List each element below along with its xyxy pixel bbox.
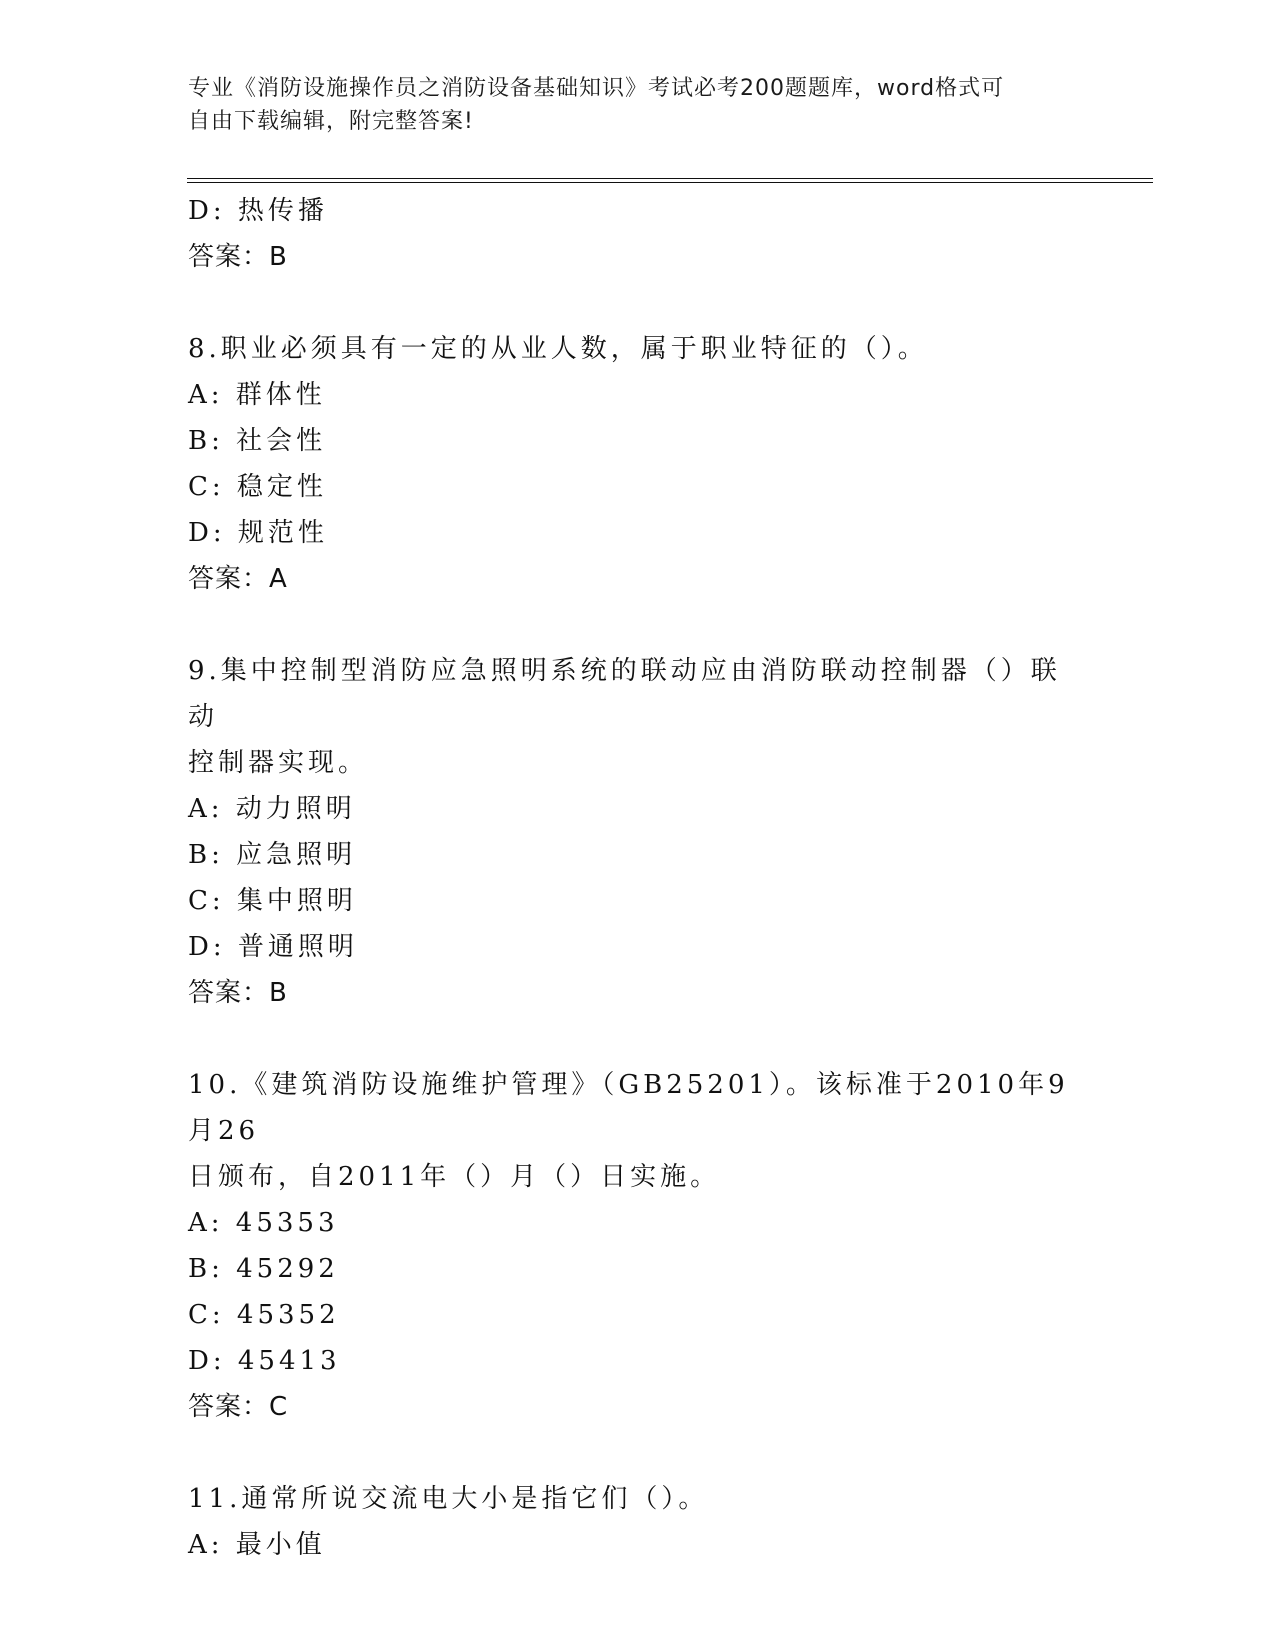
header-divider-top [187, 178, 1153, 179]
answer: 答案：C [188, 1392, 289, 1422]
question-stem-line-1: 9.集中控制型消防应急照明系统的联动应由消防联动控制器（）联动 [188, 656, 1061, 732]
spacer [188, 1016, 1088, 1062]
header-line-1: 专业《消防设施操作员之消防设备基础知识》考试必考200题题库，word格式可 [188, 76, 1005, 101]
question-stem: 8.职业必须具有一定的从业人数，属于职业特征的（）。 [188, 334, 928, 364]
answer: 答案：A [188, 564, 288, 594]
answer: 答案：B [188, 242, 288, 272]
option-d: D: 45413 [188, 1346, 341, 1376]
question-list [188, 188, 1088, 1568]
option-d: D: 规范性 [188, 518, 328, 548]
question-8 [188, 326, 1088, 602]
question-11 [188, 1476, 1088, 1568]
header-line-2: 自由下载编辑，附完整答案! [188, 109, 474, 134]
question-stem: 11.通常所说交流电大小是指它们（）。 [188, 1484, 709, 1514]
option-a: A: 45353 [188, 1208, 339, 1238]
answer: 答案：B [188, 978, 288, 1008]
question-stem-line-2: 控制器实现。 [188, 748, 369, 778]
question-10 [188, 1062, 1088, 1430]
option-d: D: 热传播 [188, 196, 328, 226]
spacer [188, 1430, 1088, 1476]
option-d: D: 普通照明 [188, 932, 358, 962]
question-stem-line-2: 日颁布，自2011年（）月（）日实施。 [188, 1162, 721, 1192]
option-c: C: 稳定性 [188, 472, 327, 502]
option-b: B: 45292 [188, 1254, 339, 1284]
header-divider-bottom [187, 182, 1153, 183]
spacer [188, 280, 1088, 326]
option-c: C: 集中照明 [188, 886, 357, 916]
option-b: B: 社会性 [188, 426, 327, 456]
document-header [188, 72, 1088, 138]
option-a: A: 群体性 [188, 380, 326, 410]
option-a: A: 最小值 [188, 1530, 326, 1560]
option-c: C: 45352 [188, 1300, 340, 1330]
option-b: B: 应急照明 [188, 840, 357, 870]
option-a: A: 动力照明 [188, 794, 356, 824]
question-9 [188, 648, 1088, 1016]
question-stem-line-1: 10.《建筑消防设施维护管理》（GB25201）。该标准于2010年9月26 [188, 1070, 1069, 1146]
spacer [188, 602, 1088, 648]
